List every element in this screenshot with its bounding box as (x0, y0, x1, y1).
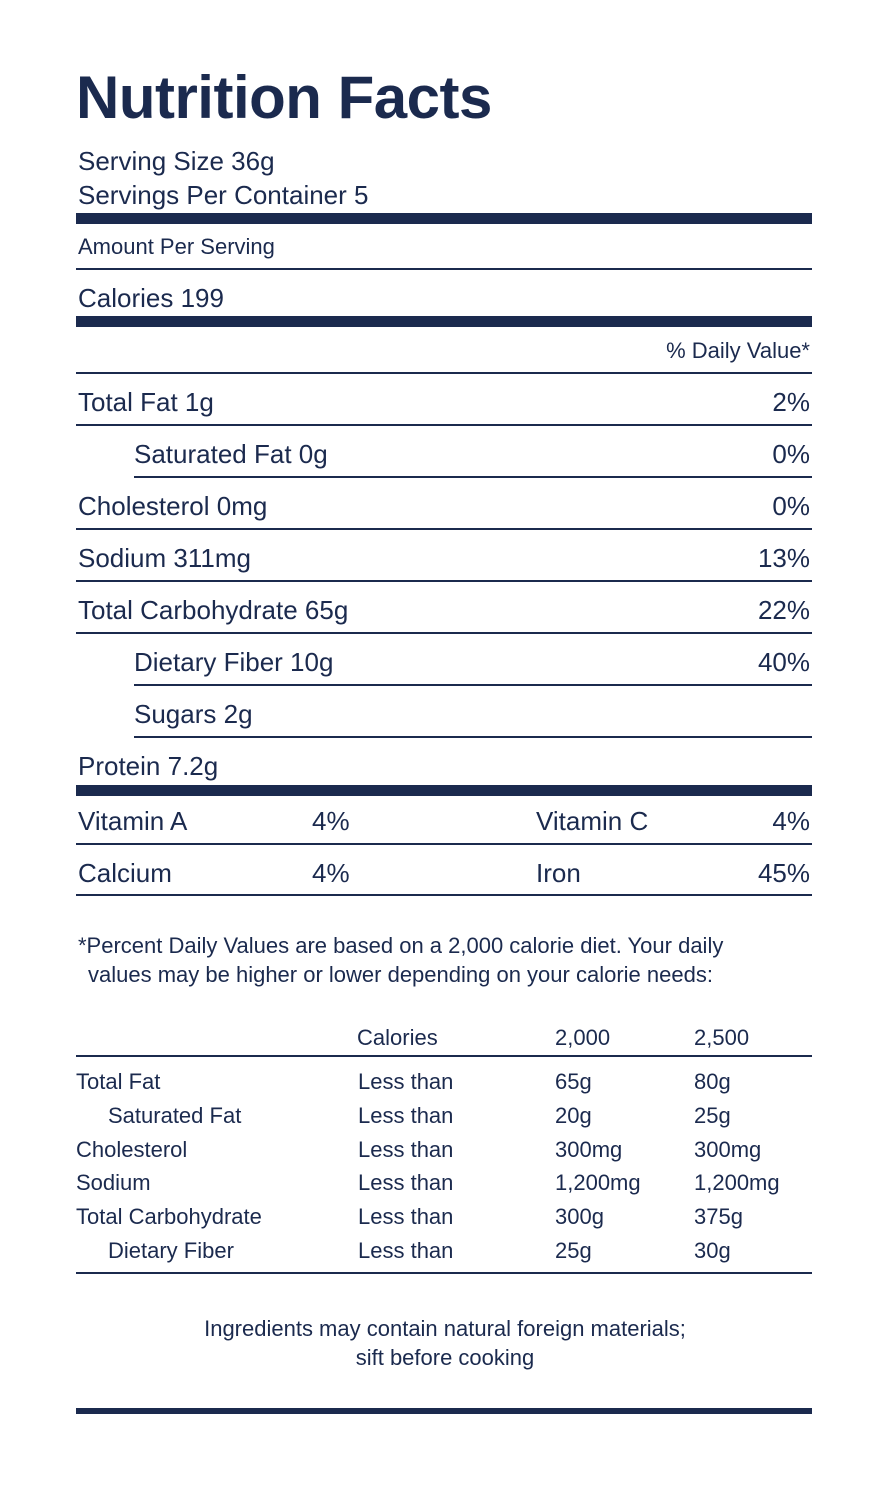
nutrient-dv-cholesterol: 0% (772, 491, 810, 521)
footnote-line-1: *Percent Daily Values are based on a 2,000 calorie diet. Your daily (78, 933, 724, 958)
dv-row-name: Dietary Fiber (108, 1238, 234, 1263)
vitamin-a-value: 4% (312, 806, 350, 836)
iron-value: 45% (757, 858, 810, 888)
dv-row-v2: 25g (694, 1103, 731, 1128)
footnote-line-2: values may be higher or lower depending on your calorie needs: (88, 962, 713, 987)
dv-row-v1: 300g (555, 1204, 604, 1229)
divider (76, 268, 812, 270)
page-title: Nutrition Facts (76, 64, 492, 131)
divider (76, 894, 812, 896)
dv-table-header-2000: 2,000 (555, 1025, 611, 1050)
nutrient-label-protein: Protein 7.2g (78, 751, 219, 781)
amount-per-serving: Amount Per Serving (78, 234, 275, 259)
iron-label: Iron (536, 858, 581, 888)
calories: Calories 199 (78, 283, 224, 313)
nutrient-dv-total-fat: 2% (772, 387, 810, 417)
nutrient-label-cholesterol: Cholesterol 0mg (78, 491, 268, 521)
dv-row-v1: 1,200mg (555, 1170, 641, 1195)
dv-row-cmp: Less than (358, 1170, 454, 1195)
divider (134, 476, 812, 478)
dv-row-v2: 1,200mg (694, 1170, 780, 1195)
dv-row-cmp: Less than (358, 1238, 454, 1263)
dv-row-name: Total Carbohydrate (76, 1204, 262, 1229)
dv-row-cmp: Less than (358, 1103, 454, 1128)
nutrient-label-total-carbohydrate: Total Carbohydrate 65g (78, 595, 349, 625)
nutrient-dv-saturated-fat: 0% (772, 439, 810, 469)
thick-divider (76, 316, 812, 327)
nutrient-label-sugars: Sugars 2g (134, 699, 253, 729)
divider (76, 424, 812, 426)
vitamin-c-value: 4% (772, 806, 810, 836)
servings-per-container: Servings Per Container 5 (78, 180, 369, 210)
dv-row-name: Cholesterol (76, 1137, 188, 1162)
dv-row-name: Saturated Fat (108, 1103, 242, 1128)
dv-row-v1: 65g (555, 1069, 592, 1094)
dv-row-cmp: Less than (358, 1069, 454, 1094)
divider (76, 1272, 812, 1274)
divider (76, 632, 812, 634)
dv-row-cmp: Less than (358, 1137, 454, 1162)
thick-divider (76, 213, 812, 224)
dv-row-name: Total Fat (76, 1069, 161, 1094)
dv-row-v1: 25g (555, 1238, 592, 1263)
dv-row-v2: 80g (694, 1069, 731, 1094)
divider (76, 528, 812, 530)
nutrient-label-sodium: Sodium 311mg (78, 543, 251, 573)
divider (76, 1055, 812, 1057)
dv-row-v2: 375g (694, 1204, 743, 1229)
daily-value-header: % Daily Value* (666, 338, 810, 363)
divider (76, 372, 812, 374)
calcium-label: Calcium (78, 858, 172, 888)
nutrient-label-dietary-fiber: Dietary Fiber 10g (134, 647, 334, 677)
dv-row-v1: 20g (555, 1103, 592, 1128)
nutrient-label-saturated-fat: Saturated Fat 0g (134, 439, 328, 469)
calcium-value: 4% (312, 858, 350, 888)
dv-row-name: Sodium (76, 1170, 151, 1195)
dv-row-v2: 30g (694, 1238, 731, 1263)
bottom-divider (76, 1408, 812, 1414)
dv-row-v2: 300mg (694, 1137, 762, 1162)
nutrient-dv-dietary-fiber: 40% (757, 647, 810, 677)
vitamin-a-label: Vitamin A (78, 806, 188, 836)
thick-divider (76, 785, 812, 796)
dv-table-header-calories: Calories (357, 1025, 438, 1050)
nutrient-dv-sodium: 13% (757, 543, 810, 573)
divider (76, 843, 812, 845)
divider (134, 736, 812, 738)
nutrient-dv-total-carbohydrate: 22% (757, 595, 810, 625)
divider (76, 580, 812, 582)
dv-table-header-2500: 2,500 (694, 1025, 750, 1050)
vitamin-c-label: Vitamin C (536, 806, 649, 836)
nutrient-label-total-fat: Total Fat 1g (78, 387, 214, 417)
ingredients-note-line-1: Ingredients may contain natural foreign materials; (204, 1316, 686, 1341)
dv-row-cmp: Less than (358, 1204, 454, 1229)
divider (134, 684, 812, 686)
ingredients-note-line-2: sift before cooking (355, 1345, 535, 1370)
serving-size: Serving Size 36g (78, 146, 275, 176)
dv-row-v1: 300mg (555, 1137, 623, 1162)
